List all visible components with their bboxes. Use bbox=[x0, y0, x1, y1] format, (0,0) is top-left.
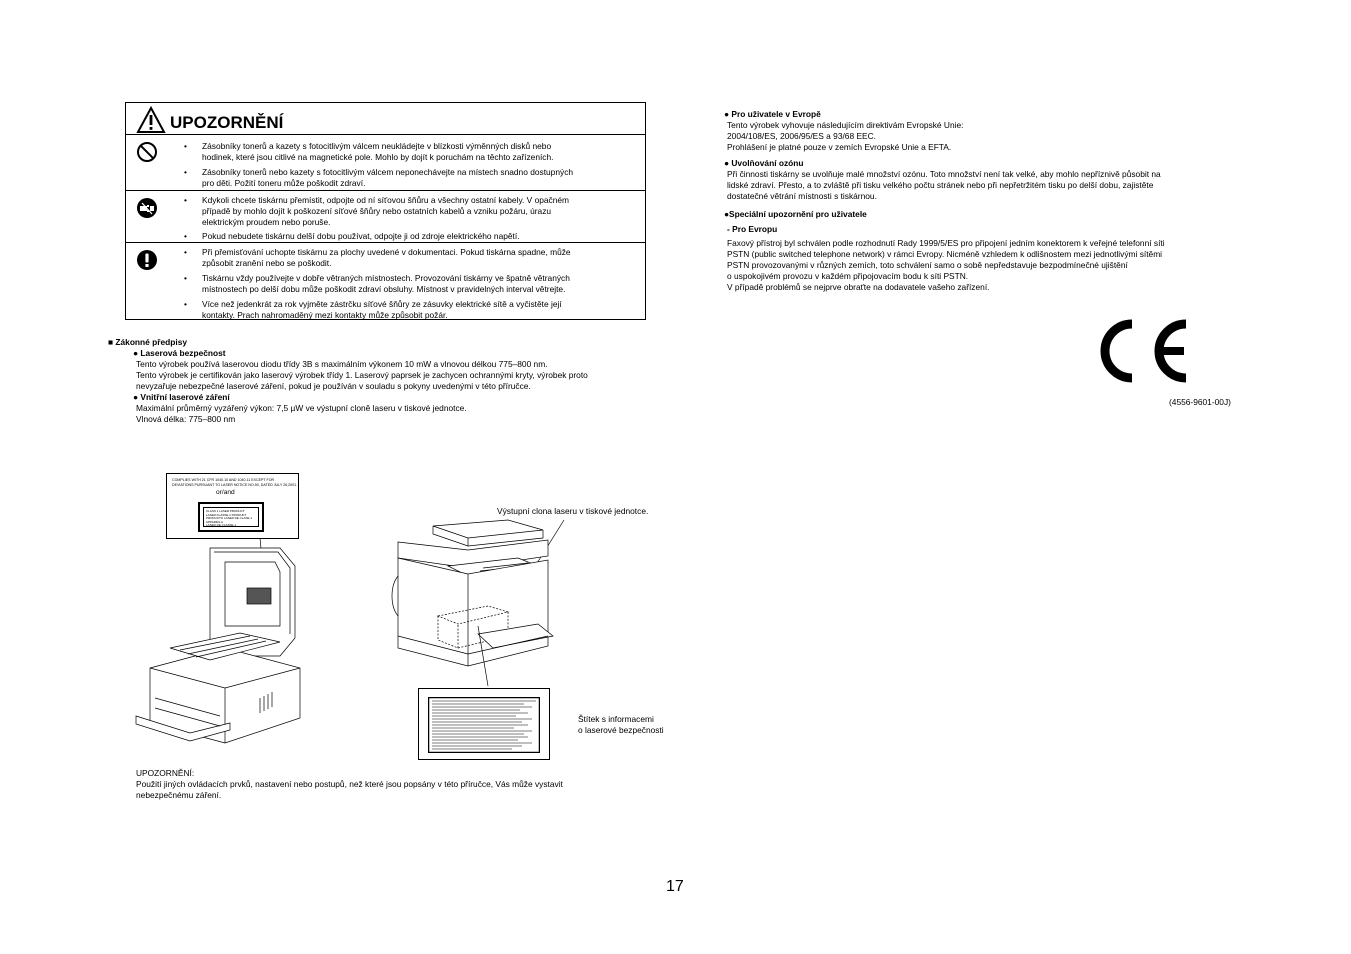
page-number: 17 bbox=[666, 878, 684, 895]
caution-item: Pokud nebudete tiskárnu delší dobu používat, odpojte ji od zdroje elektrického napětí. bbox=[202, 231, 520, 241]
regulations-heading: ■ Zákonné předpisy bbox=[108, 337, 188, 347]
caution-item: hodinek, které jsou citlivé na magnetické pole. Mohlo by dojít k poruchám na těchto zařízeních. bbox=[202, 152, 554, 162]
sticker-caption: Štítek s informacemi bbox=[578, 714, 654, 724]
warning-text: nebezpečnému záření. bbox=[136, 790, 222, 800]
caution-item: Zásobníky tonerů nebo kazety s fotocitlivým válcem neponechávejte na místech snadno dostupných bbox=[202, 167, 574, 177]
caution-item: elektrickým proudem nebo poruše. bbox=[202, 217, 331, 227]
caution-item: Zásobníky tonerů a kazety s fotocitlivým válcem neukládejte v blízkosti výměnných disků nebo bbox=[202, 141, 552, 151]
laser-text: nevyzařuje nebezpečné laserové záření, pokud je používán v souladu s pokyny uvedenými v této příručce. bbox=[136, 381, 531, 391]
special-notice-text: PSTN provozovanými v různých zemích, toto schválení samo o sobě nepředstavuje bezpodmínečné ujištění bbox=[727, 260, 1128, 270]
exclamation-icon bbox=[136, 249, 158, 271]
prohibition-icon bbox=[136, 141, 158, 163]
caution-title: UPOZORNĚNÍ bbox=[170, 113, 284, 132]
mfp-illustration bbox=[388, 516, 573, 688]
caution-item: Tiskárnu vždy používejte v dobře větraných místnostech. Provozování tiskárny ve špatně větraných bbox=[202, 273, 570, 283]
unplug-icon bbox=[136, 197, 158, 219]
laser-text: Tento výrobek používá laserovou diodu třídy 3B s maximálním výkonem 10 mW a vlnovou délkou 775–800 nm. bbox=[136, 359, 548, 369]
ozone-text: dostatečné větrání místnosti s tiskárnou. bbox=[727, 191, 877, 201]
laser-safety-sticker bbox=[428, 697, 540, 753]
europe-text: Prohlášení je platné pouze v zemích Evropské Unie a EFTA. bbox=[727, 142, 952, 152]
caution-item: případě by mohlo dojít k poškození síťové šňůry nebo ostatních kabelů a vzniku požáru, úrazu bbox=[202, 206, 552, 216]
internal-laser-text: Vlnová délka: 775–800 nm bbox=[136, 414, 236, 424]
special-notice-subheading: - Pro Evropu bbox=[727, 224, 778, 234]
ce-mark-icon bbox=[1094, 316, 1194, 386]
laser-safety-heading: ● Laserová bezpečnost bbox=[133, 348, 226, 358]
special-notice-text: Faxový přístroj byl schválen podle rozhodnutí Rady 1999/5/ES pro připojení jedním konektorem k veřejné telefonní síti bbox=[727, 238, 1165, 248]
warning-triangle-icon bbox=[136, 106, 166, 134]
special-notice-heading: ●Speciální upozornění pro uživatele bbox=[724, 209, 867, 219]
caution-item: místnostech po delší dobu může poškodit zdraví obsluhy. Místnost v pravidelných interval větrejte. bbox=[202, 284, 566, 294]
caution-item: kontakty. Prach nahromaděný mezi kontakty může způsobit požár. bbox=[202, 310, 448, 320]
europe-heading: ● Pro uživatele v Evropě bbox=[724, 109, 821, 119]
caution-table bbox=[125, 102, 646, 320]
internal-laser-heading: ● Vnitřní laserové záření bbox=[133, 392, 230, 402]
europe-text: Tento výrobek vyhovuje následujícím direktivám Evropské Unie: bbox=[727, 120, 964, 130]
ozone-text: lidské zdraví. Přesto, a to zvláště při tisku velkého počtu stránek nebo při nepřetržitém tisku po delší dobu, zajistěte bbox=[727, 180, 1154, 190]
caution-item: Při přemisťování uchopte tiskárnu za plochy uvedené v dokumentaci. Pokud tiskárna spadne, může bbox=[202, 247, 571, 257]
internal-laser-text: Maximální průměrný vyzářený výkon: 7,5 µW ve výstupní cloně laseru v tiskové jednotce. bbox=[136, 403, 467, 413]
caution-group-prohibit: • Zásobníky tonerů a kazety s fotocitlivým válcem neukládejte v blízkosti výměnných disků nebo hodinek, které jsou citlivé na magnetické pole. Mohlo by dojít k poruchám na těchto zařízeních. • Zásobníky tonerů nebo kazety s fotocitlivým válcem neponechávejte na místech snadno dostupných pro děti. Požití toneru může poškodit zdraví. bbox=[126, 135, 645, 191]
caution-header bbox=[126, 103, 645, 135]
warning-text: Použití jiných ovládacích prvků, nastavení nebo postupů, než které jsou popsány v této příručce, Vás může vystavit bbox=[136, 779, 563, 789]
special-notice-text: V případě problémů se nejprve obraťte na dodavatele vašeho zařízení. bbox=[727, 282, 990, 292]
sticker-caption: o laserové bezpečnosti bbox=[578, 725, 664, 735]
special-notice-text: PSTN (public switched telephone network) v rámci Evropy. Nicméně vzhledem k odlišnostem mezi jednotlivými sítěmi bbox=[727, 249, 1163, 259]
caution-group-mandatory: • Při přemisťování uchopte tiskárnu za plochy uvedené v dokumentaci. Pokud tiskárna spadne, může způsobit zranění nebo se poškodit. • Tiskárnu vždy používejte v dobře větraných místnostech. Provozování tiskárny ve špatně větraných místnostech po delší dobu může poškodit zdraví obsluhy. Místnost v pravidelných interval větrejte. • Více než jedenkrát za rok vyjměte zástrčku síťové šňůry ze zásuvky elektrické sítě a vyčistěte její kontakty. Prach nahromaděný mezi kontakty může způsobit požár. bbox=[126, 243, 645, 319]
laser-compliance-label: COMPLIES WITH 21 CFR 1040.10 AND 1040.11 EXCEPT FOR DEVIATIONS PURSUANT TO LASER NOTICE NO.50, DATED JULY 26,2001. or/and CLASS 1 LASER PRODUCT LASER KLASSE 1 PRODUKT PRODUCTO LASER DE CLASE 1 APPAREIL A LASER DE CLASSE 1 bbox=[166, 473, 299, 539]
aperture-caption: Výstupní clona laseru v tiskové jednotce. bbox=[497, 506, 649, 516]
ozone-heading: ● Uvolňování ozónu bbox=[724, 158, 804, 168]
ozone-text: Při činnosti tiskárny se uvolňuje malé množství ozónu. Toto množství není tak velké, aby mohlo nepříznivě působit na bbox=[727, 169, 1161, 179]
laser-sticker-box bbox=[418, 688, 550, 760]
caution-item: pro děti. Požití toneru může poškodit zdraví. bbox=[202, 178, 366, 188]
laser-text: Tento výrobek je certifikován jako laserový výrobek třídy 1. Laserový paprsek je zachycen ochrannými kryty, výrobek proto bbox=[136, 370, 588, 380]
special-notice-text: o uspokojivém provozu v každém připojovacím bodu k síti PSTN. bbox=[727, 271, 969, 281]
caution-item: Více než jedenkrát za rok vyjměte zástrčku síťové šňůry ze zásuvky elektrické sítě a vyčistěte její bbox=[202, 299, 562, 309]
caution-item: Kdykoli chcete tiskárnu přemístit, odpojte od ní síťovou šňůru a všechny ostatní kabely. V opačném bbox=[202, 195, 570, 205]
ce-code: (4556-9601-00J) bbox=[1169, 397, 1231, 407]
caution-group-unplug: • Kdykoli chcete tiskárnu přemístit, odpojte od ní síťovou šňůru a všechny ostatní kabely. V opačném případě by mohlo dojít k poškození síťové šňůry nebo ostatních kabelů a vzniku požáru, úrazu elektrickým proudem nebo poruše. • Pokud nebudete tiskárnu delší dobu používat, odpojte ji od zdroje elektrického napětí. bbox=[126, 191, 645, 243]
caution-item: způsobit zranění nebo se poškodit. bbox=[202, 258, 332, 268]
europe-text: 2004/108/ES, 2006/95/ES a 93/68 EEC. bbox=[727, 131, 876, 141]
printer-open-illustration bbox=[130, 538, 310, 750]
warning-title: UPOZORNĚNÍ: bbox=[136, 768, 195, 778]
